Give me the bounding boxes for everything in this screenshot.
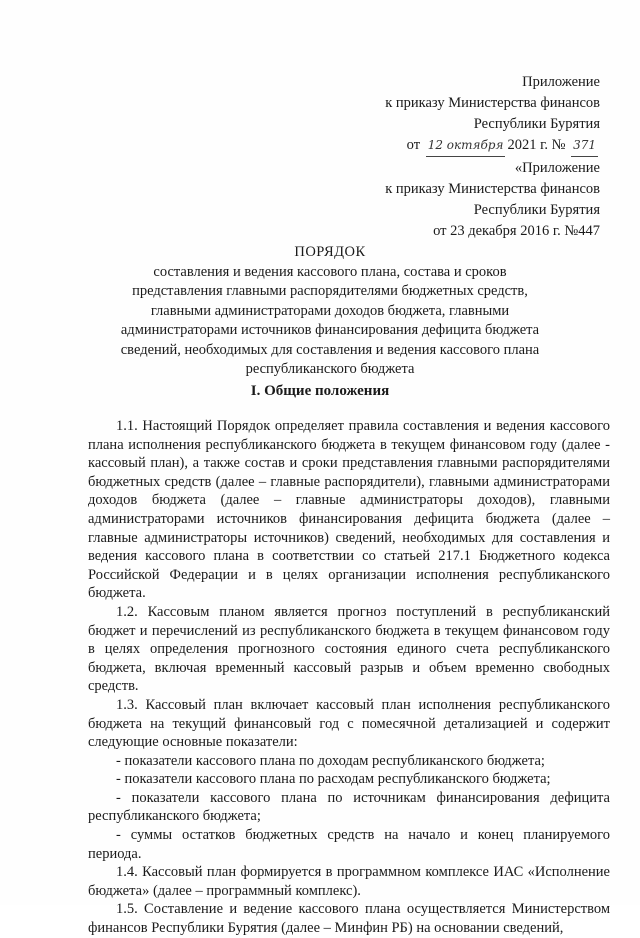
paragraph-1-4: 1.4. Кассовый план формируется в программном комплексе ИАС «Исполнение бюджета» (далее – программный комплекс). — [88, 864, 610, 899]
header-appendix-label: Приложение — [522, 74, 600, 90]
section-heading: I. Общие положения — [250, 383, 390, 399]
date-year: 2021 г. № — [507, 137, 566, 153]
paragraph-1-1: 1.1. Настоящий Порядок определяет правила составления и ведения кассового плана исполнения республиканского бюджета в текущем финансовом году (далее - кассовый план), а также состав и сроки представления главными распорядителями бюджетных средств (далее – главные распорядители), главными администраторами доходов бюджета (далее – главные администраторы доходов), главными администраторами источников финансирования дефицита бюджета (далее – главные администраторы источников) сведений, необходимых для составления и ведения кассового плана в соответствии со статьей 217.1 Бюджетного кодекса Российской Федерации и в целях организации исполнения республиканского бюджета. — [88, 418, 610, 602]
document-body — [88, 417, 610, 938]
handwritten-number: 371 — [571, 135, 598, 157]
paragraph-1-2: 1.2. Кассовым планом является прогноз поступлений в республиканский бюджет и перечислений из республиканского бюджета в текущем финансовом году в целях определения прогнозного состояния единого счета республиканского бюджета, включая временный кассовый разрыв и объем временно свободных средств. — [88, 603, 610, 695]
paragraph-1-5: 1.5. Составление и ведение кассового плана осуществляется Министерством финансов Республики Бурятия (далее – Минфин РБ) на основании сведений, — [88, 901, 610, 937]
paragraph-1-3: 1.3. Кассовый план включает кассовый план исполнения республиканского бюджета на текущий финансовый год с помесячной детализацией и содержит следующие основные показатели: — [88, 696, 610, 751]
original-header — [385, 158, 600, 242]
document-title-block — [120, 243, 540, 380]
orig-date-label: от 23 декабря 2016 г. №447 — [433, 223, 600, 239]
date-prefix: от — [406, 137, 421, 153]
orig-order-label: к приказу Министерства финансов — [385, 181, 600, 197]
handwritten-date: 12 октября — [426, 135, 506, 157]
document-subtitle: составления и ведения кассового плана, состава и сроков представления главными распорядителями бюджетных средств, главными администраторами доходов бюджета, главными администраторами источников финансирования дефицита бюджета сведений, необходимых для составления и ведения кассового плана республиканского бюджета — [120, 263, 540, 377]
orig-republic-label: Республики Бурятия — [473, 202, 600, 218]
list-item: - показатели кассового плана по доходам республиканского бюджета; — [116, 752, 545, 769]
list-item: - суммы остатков бюджетных средств на начало и конец планируемого периода. — [88, 827, 610, 862]
list-item: - показатели кассового плана по расходам республиканского бюджета; — [116, 771, 551, 788]
amendment-header — [385, 72, 600, 157]
orig-appendix-label: «Приложение — [514, 160, 600, 176]
header-republic-label: Республики Бурятия — [473, 116, 600, 132]
header-date-line — [385, 135, 600, 157]
list-item: - показатели кассового плана по источникам финансирования дефицита республиканского бюджета; — [88, 789, 610, 825]
header-order-label: к приказу Министерства финансов — [385, 95, 600, 111]
document-title: ПОРЯДОК — [294, 244, 366, 260]
